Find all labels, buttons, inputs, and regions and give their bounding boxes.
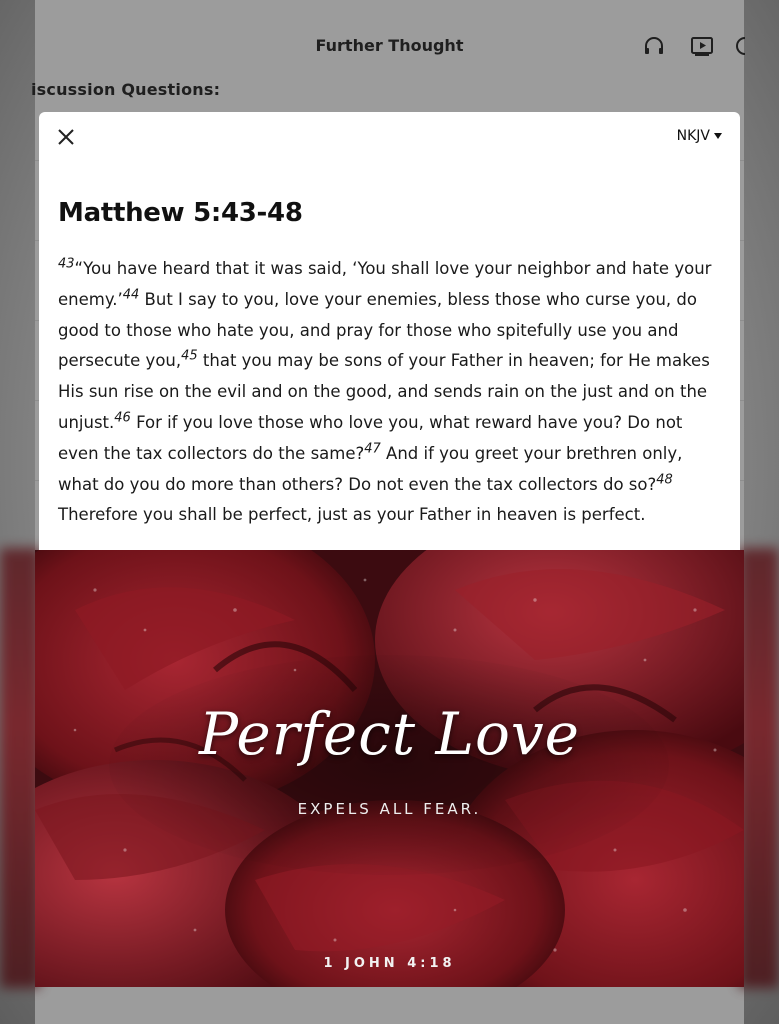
card-script-title: Perfect Love <box>198 700 580 768</box>
background-header <box>35 22 744 70</box>
passage-reference: Matthew 5:43-48 <box>58 198 303 228</box>
card-subtitle: EXPELS ALL FEAR. <box>297 800 482 818</box>
verse-number: 45 <box>181 348 198 364</box>
verse-text: Therefore you shall be perfect, just as your Father in heaven is perfect. <box>58 505 646 525</box>
verse-number: 43 <box>58 256 75 272</box>
play-video-icon[interactable] <box>690 34 714 58</box>
headphones-icon[interactable] <box>642 34 666 58</box>
close-icon[interactable] <box>51 122 81 152</box>
bible-version-dropdown[interactable] <box>677 128 722 144</box>
verse-number: 47 <box>364 441 381 457</box>
verse-text: “You have heard that it was said, ‘You shall love your neighbor and hate your enemy.’ <box>58 259 712 309</box>
caret-down-icon <box>714 133 722 139</box>
verse-number: 48 <box>656 472 673 488</box>
verse-text: For if you love those who love you, what reward have you? Do not even the tax collectors do the same? <box>58 412 683 463</box>
more-icon[interactable] <box>735 34 747 58</box>
right-bleed <box>739 548 779 988</box>
background-header-title: Further Thought <box>315 36 464 55</box>
verse-text: that you may be sons of your Father in heaven; for He makes His sun rise on the evil and on the good, and sends rain on the just and on the unjust. <box>58 351 710 432</box>
verse-image-card <box>35 550 744 987</box>
verse-text: And if you greet your brethren only, what do you do more than others? Do not even the tax collectors do so? <box>58 443 683 494</box>
scripture-popup <box>39 112 740 550</box>
verse-text: But I say to you, love your enemies, bless those who curse you, do good to those who hate you, and pray for those who spitefully use you and persecute you, <box>58 289 697 371</box>
verse-number: 44 <box>122 287 140 303</box>
background-section-heading: iscussion Questions: <box>31 80 221 99</box>
bible-version-label: NKJV <box>676 128 710 144</box>
passage-text <box>58 254 726 531</box>
rose-petals-background <box>35 550 744 987</box>
card-reference: 1 JOHN 4:18 <box>323 956 456 971</box>
left-bleed <box>0 548 40 988</box>
verse-number: 46 <box>114 410 131 426</box>
